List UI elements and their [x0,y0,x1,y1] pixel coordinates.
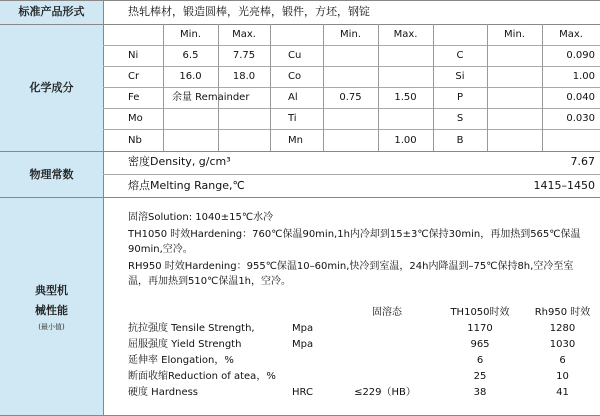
prop-yield-name: 屈服强度 Yield Strength [128,339,242,350]
prop-yield-unit: Mpa [292,339,314,350]
fe-remainder: 余量 Remainder [172,92,250,103]
physical-label: 物理常数 [0,152,103,197]
element-ti: Ti [288,113,297,124]
prop-hardness-solution: ≤229（HB） [354,387,416,398]
min-header-1: Min. [180,29,201,40]
prop-yield-rh950: 1030 [549,339,576,350]
element-al: Al [288,92,298,103]
prop-reduction-th1050: 25 [473,371,487,382]
element-cu: Cu [288,50,302,61]
treatment-th1050-cont: 90min,空冷。 [128,244,193,255]
treatment-solution: 固溶Solution: 1040±15℃水冷 [128,212,274,223]
melting-label: 熔点Melting Range,℃ [128,179,245,192]
prop-hardness-th1050: 38 [473,387,487,398]
element-nb: Nb [128,135,142,146]
al-min: 0.75 [339,92,362,103]
prop-reduction-rh950: 10 [556,371,569,382]
density-label: 密度Density, g/cm³ [128,155,231,168]
prop-tensile-rh950: 1280 [549,323,576,334]
element-s: S [456,113,464,124]
element-si: Si [455,71,465,82]
density-value: 7.67 [570,155,595,168]
element-b: B [456,135,464,146]
element-c: C [456,50,464,61]
ni-max: 7.75 [232,50,256,61]
prop-tensile-name: 抗拉强度 Tensile Strength, [128,323,255,334]
treatment-rh950: RH950 时效Hardening：955℃保温10–60min,快冷到室温，24h内降温到–75℃保持8h,空冷至室 [128,261,574,272]
si-max: 1.00 [572,71,595,82]
header-solution-state: 固溶态 [372,307,402,318]
mechanical-label: 典型机 械性能 (最小值) [0,198,103,416]
element-ni: Ni [128,50,139,61]
prop-hardness-name: 硬度 Hardness [128,387,199,398]
element-p: P [456,92,464,103]
product-form-label: 标准产品形式 [0,0,103,24]
element-mn: Mn [288,135,303,146]
prop-elongation-rh950: 6 [559,355,566,366]
cr-max: 18.0 [232,71,256,82]
treatment-rh950-cont: 温，再加热到510℃保温1h，空冷。 [128,276,292,287]
prop-reduction-name: 断面收缩Reduction of atea，% [128,371,276,382]
min-header-2: Min. [340,29,361,40]
element-cr: Cr [128,71,140,82]
prop-yield-th1050: 965 [470,339,490,350]
prop-hardness-rh950: 41 [556,387,569,398]
chemistry-label: 化学成分 [0,25,103,151]
element-co: Co [288,71,302,82]
cr-min: 16.0 [179,71,202,82]
max-header-3: Max. [559,29,583,40]
al-max: 1.50 [394,92,417,103]
element-mo: Mo [128,113,143,124]
melting-value: 1415–1450 [533,179,595,192]
s-max: 0.030 [566,113,595,124]
product-form-value: 热轧棒材，锻造圆棒，光亮棒，锻件，方坯，钢锭 [128,5,370,18]
prop-elongation-th1050: 6 [476,355,484,366]
prop-elongation-name: 延伸率 Elongation，% [128,355,234,366]
min-header-3: Min. [504,29,525,40]
max-header-2: Max. [393,29,418,40]
c-max: 0.090 [566,50,595,61]
prop-tensile-th1050: 1170 [467,323,493,334]
mn-max: 1.00 [394,135,417,146]
header-th1050: TH1050时效 [450,307,510,318]
ni-min: 6.5 [182,50,199,61]
p-max: 0.040 [566,92,595,103]
element-fe: Fe [128,92,140,103]
treatment-th1050: TH1050 时效Hardening：760℃保温90min,1h内冷却到15±3℃保持30min，再加热到565℃保温 [128,229,581,240]
prop-hardness-unit: HRC [292,387,313,398]
max-header-1: Max. [232,29,256,40]
prop-tensile-unit: Mpa [292,323,314,334]
header-rh950: Rh950 时效 [534,307,591,318]
